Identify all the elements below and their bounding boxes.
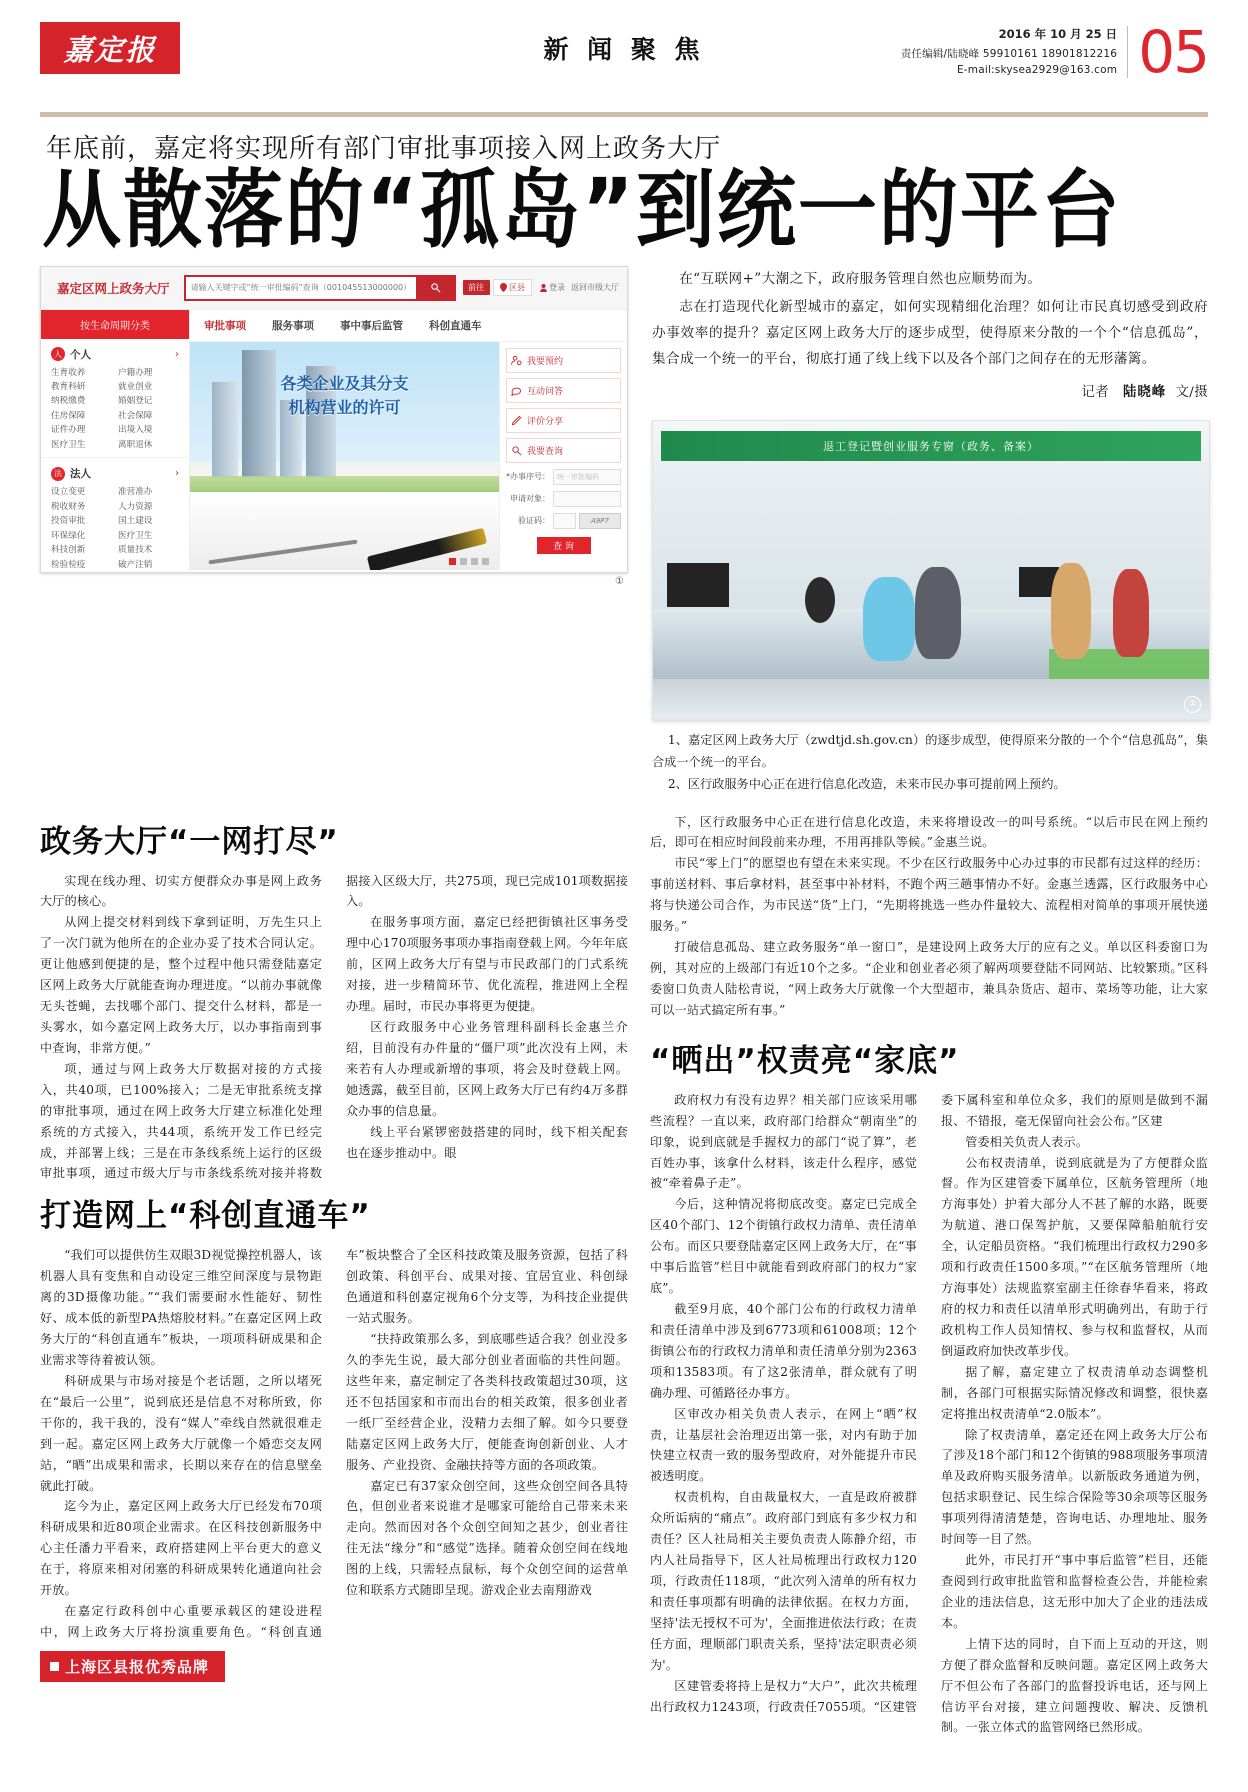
- field-serial-label: *办事序号：: [506, 472, 550, 482]
- list-item[interactable]: 出境入境: [118, 425, 153, 436]
- region-switcher[interactable]: [463, 279, 532, 296]
- paragraph: 在服务事项方面，嘉定已经把街镇社区事务受理中心170项服务事项办事指南登载上网。今年年底前，区网上政务大厅有望与市民政部门的门式系统对接，进一步精简环节、优化流程，推进网上全程办理。届时，市民办事将更为便捷。: [346, 915, 628, 1014]
- carousel-dot[interactable]: [449, 558, 456, 565]
- pin-icon: [500, 283, 507, 292]
- paragraph: 除了权责清单，嘉定还在网上政务大厅公布了涉及18个部门和12个街镇的988项服务事项清单及政府购买服务清单。以新版政务通道为例，包括求职登记、民生综合保险等30余项等区服务事项列得清清楚楚，咨询电话、办理地址、服务时间等一目了然。: [941, 1427, 1208, 1547]
- list-item[interactable]: 生育收养: [51, 367, 86, 378]
- action-appointment[interactable]: 我要预约: [506, 348, 621, 373]
- list-item[interactable]: 科技创新: [51, 545, 86, 556]
- paragraph: “我们可以提供仿生双眼3D视觉操控机器人，该机器人具有变焦和自动设定三维空间深度与景物距离的3D摄像功能。”“我们需要耐水性能好、韧性好、成本低的新型PA热熔胶材料。”在嘉定区网上政务大厅的“科创直通车”板块，一项项科研成果和企业需求等待着被认领。: [40, 1248, 322, 1367]
- paragraph: 科研成果与市场对接是个老话题，之所以堵死在“最后一公里”，说到底还是信息不对称所致，你干你的，我干我的，没有“媒人”牵线自然就很难走到一起。嘉定区网上政务大厅就像一个婚恋交友网站，“晒”出成果和需求，长期以来存在的信息壁垒就此打破。: [40, 1373, 322, 1493]
- list-item[interactable]: 检验检疫: [51, 559, 86, 570]
- list-item[interactable]: 设立变更: [51, 487, 86, 498]
- goto-button[interactable]: 前往: [463, 280, 490, 295]
- search-input[interactable]: [186, 277, 416, 299]
- carousel-dot[interactable]: [471, 558, 478, 565]
- intro-text: [652, 266, 1208, 406]
- appointment-icon: [511, 355, 522, 366]
- intro-paragraph: 志在打造现代化新型城市的嘉定，如何实现精细化治理？如何让市民真切感受到政府办事效率的提升？嘉定区网上政务大厅的逐步成型，使得原来分散的一个个“信息孤岛”，集合成一个统一的平台，彻底打通了线上线下以及各个部门之间存在的无形藩篱。: [652, 298, 1208, 367]
- list-item[interactable]: 税收财务: [51, 501, 86, 512]
- category-legal-items: [51, 486, 179, 571]
- intro-column: [652, 266, 1208, 796]
- tab-supervision[interactable]: 事中事后监管: [340, 319, 403, 332]
- paragraph: 上情下达的同时，自下而上互动的开这，则方便了群众监督和反映问题。嘉定区网上政务大厅不但公布了各部门的监督投诉电话，还与网上信访平台对接，建立问题搜收、解决、反馈机制。一张立体式的监管网络已然形成。: [941, 1636, 1208, 1735]
- list-item[interactable]: 离职退休: [118, 439, 153, 450]
- page-number: 05: [1138, 18, 1208, 86]
- top-block: [40, 266, 1208, 796]
- paragraph: 区审改办相关负责人表示，在网上“晒”权责，让基层社会治理迈出第一张，对内有助于加快建立权责一致的服务型政府，对外能提升市民被透明度。: [650, 1406, 917, 1484]
- hero-banner[interactable]: [190, 342, 499, 570]
- section-1-continued: [650, 812, 1208, 1021]
- footer-brand-badge: 上海区县报优秀品牌: [40, 1651, 225, 1682]
- publish-date: 2016 年 10 月 25 日: [998, 27, 1118, 41]
- list-item[interactable]: 国土建设: [118, 516, 153, 527]
- site-search[interactable]: [184, 275, 456, 301]
- paragraph: 权责机构，自由裁量权大，一直是政府被群众所诟病的“痛点”。政府部门到底有多少权力和责任？区人社局相关主要负责责人陈静介绍，市内人社局指导下，区人社局梳理出行政权力120项，行政责任118项，“此次列入清单的所有权力和责任事项都有明确的法律依据。在权力方面，坚持'法无授权不可为'，全面推进依法行政；在责任方面，理顺部门职责关系，坚持'法定职责必须为'。: [650, 1490, 917, 1672]
- field-serial[interactable]: [506, 469, 621, 485]
- editor-line: 责任编辑/陆晓峰 59910161 18901812216: [900, 47, 1118, 60]
- list-item[interactable]: 就业创业: [118, 382, 153, 393]
- magnifier-icon: [511, 445, 522, 456]
- paragraph: 今后，这种情况将彻底改变。嘉定已完成全区40个部门、12个街镇行政权力清单、责任清单公布。而区只要登陆嘉定区网上政务大厅，在“事中事后监管”栏目中就能看到政府部门的权力“家底”。: [650, 1197, 917, 1296]
- photo-person: [915, 567, 961, 659]
- paragraph: 项，通过与网上政务大厅数据对接的方式接入，共40项，已100%接入；二是无审批系统支撑的审批事项，通过在网上政务大厅建立标准化处理系统的方式接入，共44项，系统开发工作已经完成，并部署上线；三是在市条线系统上运行的区级审批事项，通过市级大厅与市条线系统对接并将数据接入区级大厅，共275项，现已完成101项数据接入。: [40, 873, 628, 1181]
- email-line: E-mail:skysea2929@163.com: [956, 64, 1118, 77]
- main-headline: 从散落的“孤岛”到统一的平台: [42, 160, 1122, 260]
- newspaper-logo: 嘉定报: [40, 22, 180, 74]
- photo-monitor: [667, 563, 729, 607]
- paragraph: 从网上提交材料到线下拿到证明，万先生只上了一次门就为他所在的企业办妥了技术合同认定。更让他感到便捷的是，整个过程中他只需登陆嘉定区网上政务大厅就能查询办理进度。“以前办事就像无头苍蝇，去找哪个部门、提交什么材料，都是一头雾水，如今嘉定网上政务大厅，以办事指南到事中查询，非常方便。”: [40, 915, 322, 1055]
- list-item[interactable]: 医疗卫生: [51, 439, 86, 450]
- masthead: [40, 0, 1208, 108]
- paragraph: 政府权力有没有边界？相关部门应该采用哪些流程？一直以来，政府部门给群众“朝南坐”的印象，说到底就是手握权力的部门“说了算”，老百姓办事，该拿什么材料，该走什么程序，感觉被“牵着鼻子走”。: [650, 1092, 917, 1191]
- right-article-area: [650, 810, 1208, 1739]
- shoulder-headline: 年底前，嘉定将实现所有部门审批事项接入网上政务大厅: [46, 134, 722, 164]
- field-serial-input[interactable]: 统一审批编码: [553, 469, 621, 485]
- paragraph: 在嘉定行政科创中心重要承载区的建设进程中，网上政务大厅将扮演重要角色。“科创直通车”板块整合了全区科技政策及服务资源，包括了科创政策、科创平台、成果对接、宜居宜业、科创绿色通道和科创嘉定视角6个分支等，为科技企业提供一站式服务。: [40, 1248, 628, 1639]
- paragraph: 线上平台紧锣密鼓搭建的同时，线下相关配套也在逐步推动中。眼: [346, 1124, 628, 1160]
- site-body: [41, 310, 627, 573]
- list-item[interactable]: 教育科研: [51, 382, 86, 393]
- carousel-dot[interactable]: [482, 558, 489, 565]
- list-item[interactable]: 婚姻登记: [118, 396, 153, 407]
- field-captcha[interactable]: [506, 513, 621, 529]
- paragraph: 实现在线办理、切实方便群众办事是网上政务大厅的核心。: [40, 873, 322, 909]
- paragraph: 管委相关负责人表示。: [965, 1134, 1089, 1149]
- paragraph: 迄今为止，嘉定区网上政务大厅已经发布70项科研成果和近80项企业需求。在区科技创新服务中心主任潘力平看来，政府搭建网上平台更大的意义在于，将原来相对闭塞的科研成果转化通道向社会开放。: [40, 1499, 322, 1598]
- photo-person: [863, 577, 915, 661]
- paragraph: 嘉定已有37家众创空间，这些众创空间各具特色，但创业者来说谁才是哪家可能给自己带来未来走向。然而因对各个众创空间知之甚少，创业者往往无法“缘分”和“感觉”选择。随着众创空间在线地图的上线，只需轻点鼠标，每个众创空间的运营单位和联系方式随即呈现。游戏企业去南翔游戏: [346, 1478, 628, 1598]
- banner-text: 各类企业及其分支 机构营业的许可: [280, 373, 409, 417]
- list-item[interactable]: 证件办理: [51, 425, 86, 436]
- list-item[interactable]: 投资审批: [51, 516, 86, 527]
- section-heading-2: 打造网上“科创直通车”: [40, 1198, 371, 1235]
- list-item[interactable]: 人力资源: [118, 501, 153, 512]
- list-item[interactable]: 住房保障: [51, 410, 86, 421]
- byline: 记者 陆晓峰 文/摄: [1081, 383, 1208, 400]
- section-heading-1: 政务大厅“一网打尽”: [40, 823, 339, 860]
- byline-author: 陆晓峰: [1123, 383, 1167, 400]
- paragraph: 区建管委将持上是权力“大户”，此次共梳理出行政权力1243项，行政责任7055项。“区建管委下属科室和单位众多，我们的原则是做到不漏报、不错报，毫无保留向社会公布。”区建: [650, 1092, 1208, 1714]
- paragraph: 打破信息孤岛、建立政务服务“单一窗口”，是建设网上政务大厅的应有之义。单以区科委窗口为例，其对应的上级部门有近10个之多。“企业和创业者必须了解两项要登陆不同网站、比较繁琐。”区科委窗口负责人陆松青说，“网上政务大厅就像一个大型超市，兼具杂货店、超市、菜场等功能，让大家可以一站式搞定所有事。”: [650, 940, 1208, 1017]
- paragraph: 下，区行政服务中心正在进行信息化改造，未来将增设改一的叫号系统。“以后市民在网上预约后，即可在相应时间段前来办理，不用再排队等候。”金惠兰说。: [650, 814, 1208, 850]
- site-nav: [190, 310, 627, 342]
- carousel-dots[interactable]: [449, 558, 489, 565]
- site-brand: 嘉定区网上政务大厅: [57, 280, 170, 296]
- paragraph: 公布权责清单，说到底就是为了方便群众监督。作为区建管委下属单位，区航务管理所（地方海事处）护着大部分人不甚了解的水路，既要为航道、港口保驾护航，又要保障船舶航行安全，认定船员资格。“我们梳理出行政权力290多项和行政责任1500多项。”“在区航务管理所（地方海事处）法规监察室副主任徐春华看来，将政府的权力和责任以清单形式明确列出，有助于行政机构工作人员知情权、参与权和监督权，从而倒逼政府加快改革步伐。: [941, 1155, 1208, 1358]
- region-label: 区县: [509, 283, 525, 293]
- list-item[interactable]: 纳税缴费: [51, 396, 86, 407]
- chevron-right-icon[interactable]: ›: [175, 468, 179, 480]
- tab-innovation-express[interactable]: 科创直通车: [429, 319, 482, 332]
- list-item[interactable]: 医疗卫生: [118, 530, 153, 541]
- category-personal-items: [51, 367, 179, 452]
- person-icon: 人: [51, 347, 65, 361]
- field-object-input[interactable]: [553, 491, 621, 507]
- paragraph: 截至9月底，40个部门公布的行政权力清单和责任清单中涉及到6773项和61008项；12个街镇公布的行政权力清单和责任清单分别为2363项和13583项。有了这2张清单，群众就有了明确办理、可循路径办事方。: [650, 1301, 917, 1400]
- website-screenshot-figure: [40, 266, 628, 796]
- paragraph: 此外，市民打开“事中事后监管”栏目，还能查阅到行政审批监管和监督检查公告，并能检索企业的违法信息，这无形中加大了企业的违法成本。: [941, 1553, 1208, 1630]
- photo-floor: [653, 679, 1209, 719]
- paragraph: 市民“零上门”的愿望也有望在未来实现。不少在区行政服务中心办过事的市民都有过这样的经历：事前送材料、事后拿材料，甚至事中补材料，不跑个两三趟事情办不好。金惠兰透露，区行政服务中心将与快递公司合作，为市民送“货”上门，“先期将挑选一些办件量较大、流程相对简单的事项开展快递服务。”: [650, 856, 1208, 934]
- photo-caption-line: 1、嘉定区网上政务大厅（zwdtjd.sh.gov.cn）的逐步成型，使得原来分散的一个个“信息孤岛”，集合成一个统一的平台。: [652, 732, 1208, 769]
- section-3-text: [650, 1090, 1208, 1739]
- carousel-dot[interactable]: [460, 558, 467, 565]
- back-to-city-link[interactable]: 返回市级大厅: [571, 283, 619, 293]
- list-item[interactable]: 环保绿化: [51, 530, 86, 541]
- category-personal-title: 个人: [70, 348, 91, 361]
- website-screenshot: [40, 266, 628, 573]
- field-object-label: 申请对象：: [510, 494, 550, 504]
- photo-caption: [652, 730, 1208, 796]
- section-1-text: [40, 871, 628, 1185]
- paragraph: 据了解，嘉定建立了权责清单动态调整机制，各部门可根据实际情况修改和调整，很快嘉定将推出权责清单“2.0版本”。: [941, 1364, 1208, 1421]
- site-header: [41, 267, 627, 310]
- photo-person: [805, 577, 835, 623]
- field-captcha-input[interactable]: [553, 513, 576, 529]
- field-object[interactable]: [506, 491, 621, 507]
- field-captcha-label: 验证码：: [518, 516, 550, 526]
- badge-square-icon: [50, 1662, 59, 1671]
- chat-icon: [511, 385, 522, 396]
- tab-approval-items[interactable]: 审批事项: [204, 319, 246, 332]
- chevron-right-icon[interactable]: ›: [175, 348, 179, 360]
- article-body: [40, 810, 1208, 1739]
- paragraph: 区行政服务中心业务管理科副科长金惠兰介绍，目前没有办件量的“僵尸项”此次没有上网，未来若有人办理或新增的事项，将会及时登载上网。她透露，截至目前，区网上政务大厅已有约4万多群众办事的信息量。: [346, 1020, 628, 1118]
- list-item[interactable]: 破产注销: [118, 559, 153, 570]
- category-legal-title: 法人: [70, 468, 91, 481]
- masthead-divider: [40, 112, 1208, 117]
- captcha-image[interactable]: A9P7: [579, 513, 621, 529]
- category-personal: [41, 339, 189, 459]
- list-item[interactable]: 质量技术: [118, 545, 153, 556]
- photo-caption-line: 2、区行政服务中心正在进行信息化改造，未来市民办事可提前网上预约。: [667, 776, 1066, 791]
- list-item[interactable]: 准营准办: [118, 487, 153, 498]
- section-2-text: [40, 1245, 628, 1643]
- login-link[interactable]: 登录: [540, 282, 565, 293]
- figure-number-2: ②: [1184, 696, 1201, 713]
- section-heading-3: “晒出”权责亮“家底”: [650, 1042, 960, 1079]
- section-title: 新 闻 聚 焦: [543, 35, 705, 64]
- region-select[interactable]: [493, 279, 532, 296]
- photo-window-banner: 退工登记暨创业服务专窗（政务、备案）: [661, 431, 1201, 461]
- list-item[interactable]: 户籍办理: [118, 367, 153, 378]
- company-icon: 法: [51, 467, 65, 481]
- left-article-area: [40, 810, 628, 1739]
- site-action-panel: [499, 342, 627, 570]
- user-icon: [540, 284, 547, 292]
- paragraph: “扶持政策那么多，到底哪些适合我？创业没多久的李先生说，最大部分创业者面临的共性问题。这些年来，嘉定制定了各类科技政策超过30项，这还不包括国家和市而出台的相关政策，很多创业者一纸厂至经营企业，没精力去细了解。如今只要登陆嘉定区网上政务大厅，便能查询创新创业、人才服务、产业投资、金融扶持等方面的各项政策。: [346, 1332, 628, 1472]
- tab-service-items[interactable]: 服务事项: [272, 319, 314, 332]
- sidebar-tab-lifecycle[interactable]: 按生命周期分类: [41, 310, 189, 339]
- intro-paragraph: 在“互联网+”大潮之下，政府服务管理自然也应顺势而为。: [679, 270, 1042, 287]
- query-submit-button[interactable]: 查 询: [537, 537, 591, 554]
- site-stage: [190, 342, 627, 570]
- photo-person: [1113, 569, 1149, 657]
- site-links: [540, 282, 619, 293]
- site-main: [190, 310, 627, 573]
- action-rate-share[interactable]: 评价分享: [506, 408, 621, 433]
- photo-person: [1051, 563, 1091, 659]
- list-item[interactable]: 社会保障: [118, 410, 153, 421]
- search-icon[interactable]: [416, 277, 454, 299]
- site-sidebar: [41, 310, 190, 573]
- pencil-icon: [511, 415, 522, 426]
- figure-number-1: ①: [615, 575, 624, 587]
- action-query[interactable]: 我要查询: [506, 438, 621, 463]
- action-qa[interactable]: 互动问答: [506, 378, 621, 403]
- office-photo: [652, 420, 1210, 720]
- category-legal-entity: [41, 458, 189, 572]
